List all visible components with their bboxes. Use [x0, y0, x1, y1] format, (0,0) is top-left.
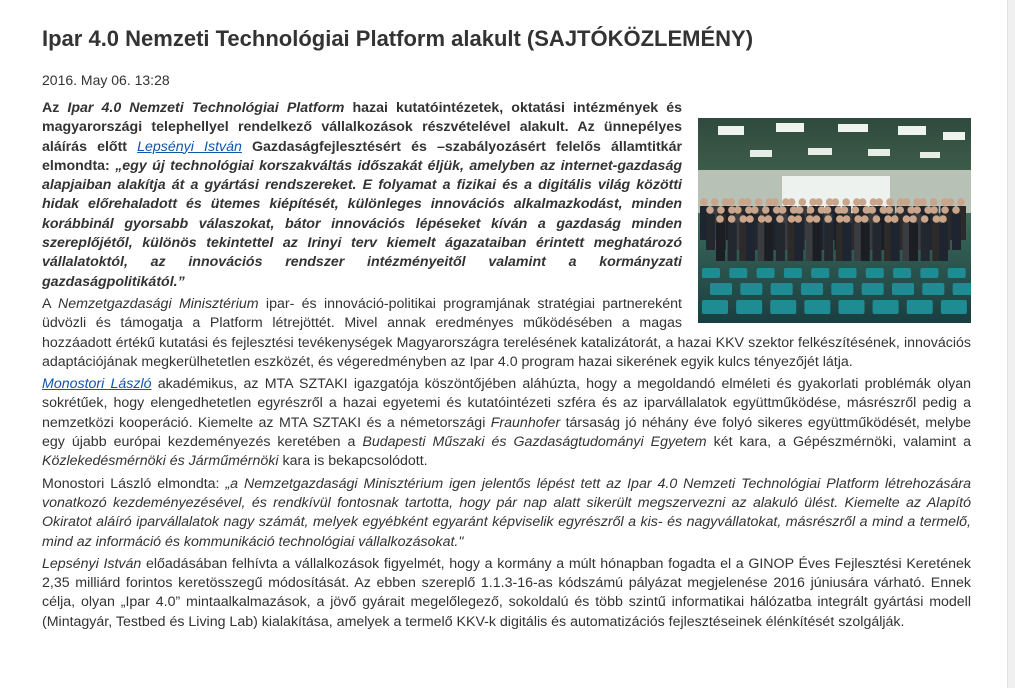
chair — [740, 283, 762, 295]
person — [776, 223, 785, 261]
chair — [757, 268, 775, 278]
chair — [922, 283, 944, 295]
person-head — [706, 206, 714, 214]
person-head — [873, 215, 881, 223]
person-head — [913, 206, 921, 214]
person-head — [957, 198, 965, 206]
chair — [862, 283, 884, 295]
chair — [948, 268, 966, 278]
person — [909, 223, 918, 261]
person — [872, 223, 881, 261]
person-head — [744, 198, 752, 206]
person-head — [939, 215, 947, 223]
person-head — [891, 215, 899, 223]
chair — [729, 268, 747, 278]
chair — [866, 268, 884, 278]
chair — [784, 268, 802, 278]
person-head — [727, 198, 735, 206]
chair — [873, 300, 899, 314]
person — [716, 223, 725, 261]
person-head — [886, 198, 894, 206]
group-photo-icon — [698, 118, 971, 323]
person — [794, 223, 803, 261]
person-head — [815, 198, 823, 206]
person-head — [930, 198, 938, 206]
person — [939, 223, 948, 261]
person-head — [903, 198, 911, 206]
person — [952, 214, 961, 250]
person-head — [854, 215, 862, 223]
chair — [839, 300, 865, 314]
person — [891, 223, 900, 261]
chair — [920, 268, 938, 278]
person-head — [824, 206, 832, 214]
person-head — [796, 206, 804, 214]
chair — [839, 268, 857, 278]
quote-monostori: „a Nemzetgazdasági Minisztérium igen jelentős lépést tett az Ipar 4.0 Nemzeti Technológiai Platform létrehozására vonatkozó kezdeményezésével, és rendkívül fontosnak tartotta, hogy pár nap alatt sikerült megszervezni az alakuló ülést. Kiemelte az Alapító Okiratot aláíró iparvállalatok nagy számát, melyek egyébként egyaránt képviselik egyrészről a kis- és nagyvállatokat, másrészről a mind a termelő, mind az információ és kommunikáció technológiai vállalkozásokat." — [42, 475, 971, 550]
person — [706, 214, 715, 250]
person-head — [842, 198, 850, 206]
person-head — [933, 215, 941, 223]
person-head — [762, 206, 770, 214]
person — [842, 223, 851, 261]
paragraph-4: Monostori László elmondta: „a Nemzetgazdasági Minisztérium igen jelentős lépést tett az Ipar 4.0 Nemzeti Technológiai Platform létrehozására vonatkozó kezdeményezésével, és rendkívül fontosnak tartotta, hogy pár nap alatt sikerült megszervezni az alakuló ülést. Kiemelte az Alapító Okiratot aláíró iparvállalatok nagy számát, melyek egyébként egyaránt képviselik egyrészről a kis- és nagyvállatokat, másrészről a mind a termelő, mind az információ és kommunikáció technológiai vállalkozásokat." — [42, 475, 971, 550]
chair — [801, 283, 823, 295]
chair — [941, 300, 967, 314]
person-head — [946, 198, 954, 206]
person-head — [799, 198, 807, 206]
person-head — [903, 215, 911, 223]
paragraph-2: A Nemzetgazdasági Minisztérium ipar- és innováció-politikai programjának stratégiai partnereként üdvözli és támogatja a Platform létrejöttét. Mivel annak eredményes működésében a magas hozzáadott értékű kutatási és fejlesztési tevékenységek Magyarországra terelésének katalizátorát, a hazai KKV szektor felkészítésének, innovációs adaptációjának megkerülhetetlen eszközét, és végeredményben az Ipar 4.0 program hazai sikerének egyik kulcs tényezőjét látja. — [42, 295, 971, 370]
chair — [811, 268, 829, 278]
link-lepsenyi-istvan[interactable]: Lepsényi István — [137, 138, 242, 155]
person-head — [711, 198, 719, 206]
person-head — [843, 215, 851, 223]
chair — [702, 300, 728, 314]
chair — [710, 283, 732, 295]
person-head — [755, 198, 763, 206]
person-head — [909, 215, 917, 223]
person — [813, 223, 822, 261]
person-head — [859, 198, 867, 206]
person — [764, 223, 773, 261]
chair — [831, 283, 853, 295]
person-head — [779, 206, 787, 214]
person-head — [836, 215, 844, 223]
person-head — [896, 206, 904, 214]
person-head — [771, 198, 779, 206]
person-head — [806, 215, 814, 223]
person-head — [788, 198, 796, 206]
person-head — [716, 215, 724, 223]
chair — [893, 268, 911, 278]
page-title: Ipar 4.0 Nemzeti Technológiai Platform alakult (SAJTÓKÖZLEMÉNY) — [42, 26, 754, 51]
person — [824, 223, 833, 261]
person-head — [841, 206, 849, 214]
link-monostori-laszlo[interactable]: Monostori László — [42, 376, 152, 393]
person-head — [941, 206, 949, 214]
person-head — [700, 198, 708, 206]
publish-date: 2016. May 06. 13:28 — [42, 72, 170, 88]
chair — [736, 300, 762, 314]
person-head — [794, 215, 802, 223]
person-head — [734, 206, 742, 214]
person-head — [717, 206, 725, 214]
person-head — [852, 206, 860, 214]
person-head — [740, 215, 748, 223]
person-head — [758, 215, 766, 223]
paragraph-3: Monostori László akadémikus, az MTA SZTAKI igazgatója köszöntőjében aláhúzta, hogy a megoldandó elméleti és gyakorlati problémák olyan sokrétűek, hogy elengedhetetlen egyrészről a hazai egyetemi és kutatóintézeti szféra és az iparvállalatok együttműködése, másrészről pedig a nemzetközi kooperáció. Kiemelte az MTA SZTAKI és a németországi Fraunhofer társaság jó néhány éve folyó sikeres együttműködését, melybe egy újabb európai kezdeményezés keretében a Budapesti Műszaki és Gazdaságtudományi Egyetem két kara, a Gépészmérnöki, valamint a Közlekedésmérnöki és Járműmérnöki kara is bekapcsolódott. — [42, 376, 971, 470]
person-head — [921, 215, 929, 223]
person — [728, 223, 737, 261]
person-head — [875, 198, 883, 206]
article-body — [42, 99, 971, 635]
chair — [770, 300, 796, 314]
person-head — [930, 206, 938, 214]
person-head — [824, 215, 832, 223]
chair — [907, 300, 933, 314]
person — [746, 223, 755, 261]
scrollbar[interactable] — [1007, 0, 1015, 688]
person-head — [869, 206, 877, 214]
chair — [953, 283, 971, 295]
person-head — [952, 206, 960, 214]
chair — [892, 283, 914, 295]
person-head — [728, 215, 736, 223]
person-head — [884, 215, 892, 223]
person-head — [807, 206, 815, 214]
person-head — [885, 206, 893, 214]
person-head — [813, 215, 821, 223]
chair — [771, 283, 793, 295]
person-head — [919, 198, 927, 206]
person-head — [832, 198, 840, 206]
person-head — [764, 215, 772, 223]
person — [861, 223, 870, 261]
person — [921, 223, 930, 261]
paragraph-1: Az Ipar 4.0 Nemzeti Technológiai Platform hazai kutatóintézetek, oktatási intézmények és magyarországi telephellyel rendelkező vállalkozások részvételével alakult. Az ünnepélyes aláírás előtt Lepsényi István Gazdaságfejlesztésért és –szabályozásért felelős államtitkár elmondta: „egy új technológiai korszakváltás időszakát éljük, amelyben az internet-gazdaság alapjaiban alakítja át a gyártási rendszereket. E folyamat a fizikai és a digitális világ közötti hidak előrehaladott és ütemes kiépítését, különleges innovációs alkalmazkodást, minden korábbinál gyorsabb válaszokat, bátor innovációs lépéseket kíván a gazdaság minden szereplőjétől, különös tekintettel az Irinyi terv kiemelt ágazataiban érintett meghatározó vállalatoktól, az innovációs rendszer intézményeitől valamint a kormányzati gazdaságpolitikától.” — [42, 100, 682, 290]
person-head — [788, 215, 796, 223]
quote-lepsenyi: „egy új technológiai korszakváltás időszakát éljük, amelyben az internet-gazdaság alapjaiban alakítja át a gyártási rendszereket. E folyamat a fizikai és a digitális világ közötti hidak előrehaladott és ütemes kiépítését, különleges innovációs alkalmazkodást, minden korábbinál gyorsabb válaszokat, bátor innovációs lépéseket kíván a gazdaság minden szereplőjétől, különös tekintettel az Irinyi terv kiemelt ágazataiban érintett meghatározó vállalatoktól, az innovációs rendszer intézményeitől valamint a kormányzati gazdaságpolitikától.” — [42, 157, 682, 290]
chair — [804, 300, 830, 314]
chair — [702, 268, 720, 278]
person-head — [776, 215, 784, 223]
person-head — [861, 215, 869, 223]
paragraph-5: Lepsényi István előadásában felhívta a vállalkozások figyelmét, hogy a kormány a múlt hónapban fogadta el a GINOP Éves Fejlesztési Keretének 2,35 milliárd forintos keretösszegű módosítását. Az ebben szereplő 1.1.3-16-as kódszámú pályázat megjelenése 2016 júniusára várható. Ennek célja, olyan „Ipar 4.0” mintaalkalmazások, a jövő gyárait megelőlegező, sokoldalú és több szintű informatikai hálózatba integrált gyártási modell (Mintagyár, Testbed és Living Lab) kialakítása, amelyek a termelő KKV-k digitális és automatizációs fejlesztéseinek élénkítését szolgálják. — [42, 555, 971, 630]
person-head — [751, 206, 759, 214]
person-head — [746, 215, 754, 223]
